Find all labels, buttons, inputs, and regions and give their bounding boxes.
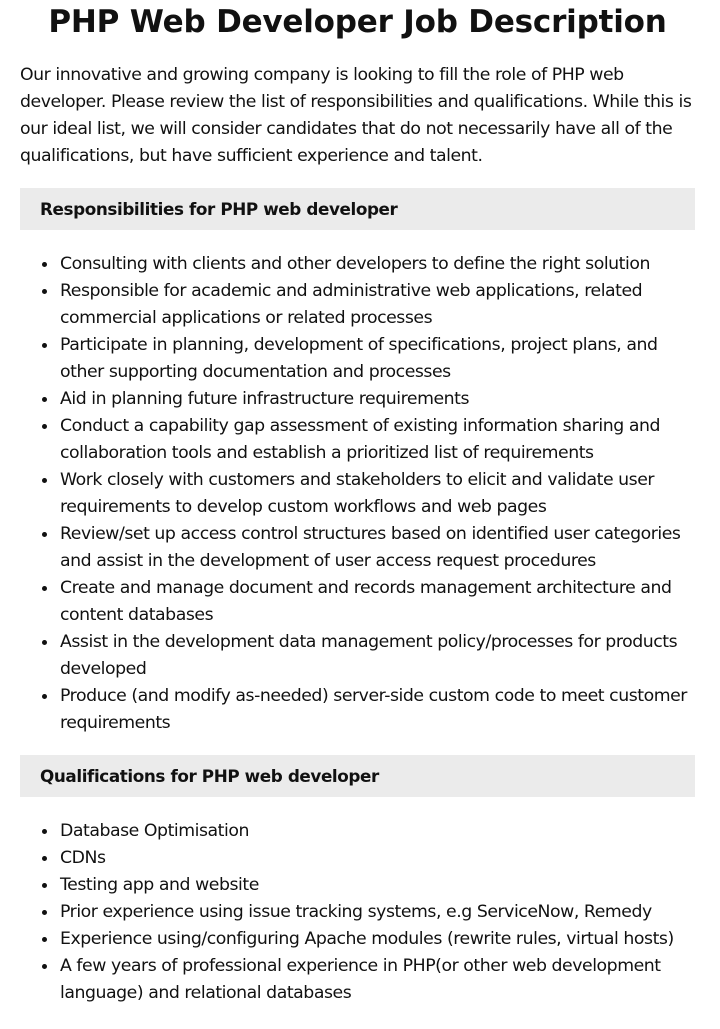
list-item: Consulting with clients and other developers to define the right solution bbox=[60, 251, 695, 278]
list-item: Experience using/configuring Apache modules (rewrite rules, virtual hosts) bbox=[60, 926, 695, 953]
qualifications-list bbox=[20, 818, 695, 1007]
list-item: Produce (and modify as-needed) server-side custom code to meet customer requirements bbox=[60, 683, 695, 737]
list-item: Participate in planning, development of specifications, project plans, and other supporting documentation and processes bbox=[60, 332, 695, 386]
list-item: Review/set up access control structures based on identified user categories and assist in the development of user access request procedures bbox=[60, 521, 695, 575]
responsibilities-heading: Responsibilities for PHP web developer bbox=[20, 188, 695, 230]
list-item: Testing app and website bbox=[60, 872, 695, 899]
list-item: Database Optimisation bbox=[60, 818, 695, 845]
responsibilities-list bbox=[20, 251, 695, 737]
list-item: CDNs bbox=[60, 845, 695, 872]
list-item: Prior experience using issue tracking systems, e.g ServiceNow, Remedy bbox=[60, 899, 695, 926]
list-item: Work closely with customers and stakeholders to elicit and validate user requirements to develop custom workflows and web pages bbox=[60, 467, 695, 521]
list-item: A few years of professional experience in PHP(or other web development language) and relational databases bbox=[60, 953, 695, 1007]
list-item: Conduct a capability gap assessment of existing information sharing and collaboration tools and establish a prioritized list of requirements bbox=[60, 413, 695, 467]
page-title: PHP Web Developer Job Description bbox=[48, 4, 667, 40]
intro-paragraph: Our innovative and growing company is looking to fill the role of PHP web developer. Please review the list of responsibilities and qualifications. While this is our ideal list, we will consider candidates that do not necessarily have all of the qualifications, but have sufficient experience and talent. bbox=[20, 65, 692, 166]
qualifications-heading: Qualifications for PHP web developer bbox=[20, 755, 695, 797]
list-item: Responsible for academic and administrative web applications, related commercial applications or related processes bbox=[60, 278, 695, 332]
list-item: Assist in the development data management policy/processes for products developed bbox=[60, 629, 695, 683]
list-item: Aid in planning future infrastructure requirements bbox=[60, 386, 695, 413]
list-item: Create and manage document and records management architecture and content databases bbox=[60, 575, 695, 629]
